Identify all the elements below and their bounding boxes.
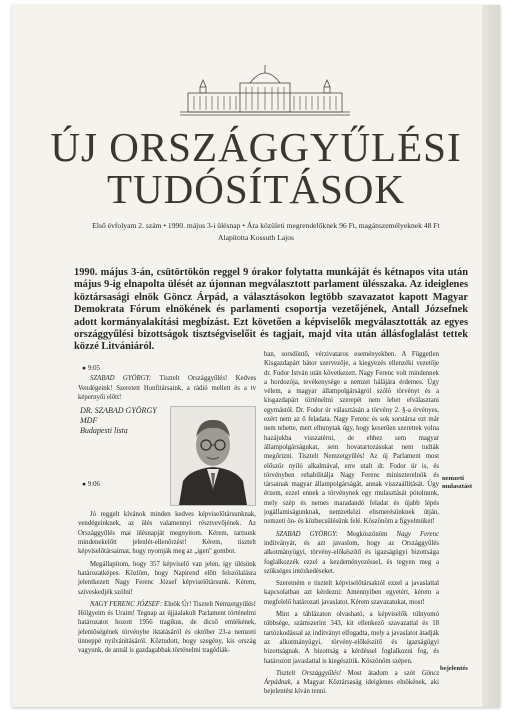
person-name: Göncz Árpádnak — [264, 669, 439, 687]
founder-line: Alapította Kossuth Lajos — [218, 233, 294, 242]
portrait-illustration — [171, 407, 255, 505]
paragraph: Jó reggelt kívánok minden kedves képviselőtársunknak, vendégeinknek, az ülés valamennyi résztvevőjének. Az Országgyűlés mai ülésnapját megnyitom. Kérem, tartsunk mindenekelőtt jelenlét-ellenőrzést! Kérem, tisztelt képviselőtársaimat, hogy nyomják meg az „igen" gombot. — [78, 511, 256, 556]
margin-note: bejelentés — [440, 665, 468, 672]
page-edge-shadow — [482, 5, 500, 707]
speech-text: , a Magyar Köztársaság ideiglenes elnökének, aki bejelentést kíván tenni. — [264, 679, 439, 696]
masthead-title-line2: TUDÓSÍTÁSOK — [107, 166, 405, 212]
speaker-block — [78, 406, 256, 510]
byline-party: MDF — [80, 416, 98, 426]
margin-note: nemzeti mulasztást — [442, 475, 473, 490]
paragraph: Megállapítom, hogy 357 képviselő van jelen, így ülésünk határozatképes. Közlöm, hogy Napirend előtt felszólalásra jelentkezett Nagy Ferenc József képviselőtársunk. Kérem, szíveskedjék szólni! — [78, 560, 256, 596]
speaker-name: NAGY FERENC JÓZSEF: — [90, 600, 163, 608]
left-column — [78, 360, 256, 659]
speech-text: Tisztelt Országgyűlés! Kedves Vendégeink! Szeretett Honfitársaink, a rádió mellett és a tv képernyői előtt! — [78, 375, 256, 401]
byline-name: DR. SZABAD GYÖRGY — [80, 406, 157, 416]
masthead-title-line1: ÚJ ORSZÁGGYŰLÉSI — [50, 124, 462, 170]
right-column — [264, 350, 439, 700]
byline-list: Budapesti lista — [80, 426, 128, 436]
paragraph — [264, 530, 439, 576]
timestamp: ● 9:06 — [82, 481, 100, 489]
paragraph — [78, 374, 256, 402]
speaker-name: SZABAD GYÖRGY: — [276, 530, 338, 538]
paragraph — [78, 600, 256, 656]
newspaper-page — [12, 5, 500, 707]
paragraph: Mint a táblázaton olvasható, a képviselők túlnyomó többsége, számszerint 343, kit ellenkező szavazattal és 18 tartózkodással az indítványt elfogadta, mely a javaslatot átadják az alkotmányügyi, törvény-előkészítő és igazságügyi bizottságnak. A bizottság a kérdéssel foglalkozni fog, és határozott javaslattal is kiegészítik. Köszönöm szépen. — [264, 611, 439, 665]
speaker-name: SZABAD GYÖRGY: — [90, 375, 152, 383]
speech-text: Elnök Úr! Tisztelt Nemzetgyűlés! Hölgyeim és Uraim! Tegnap az újjáalakult Parlament történelmi határozatot hozott 1956 tragikus, de dicső emlékének, jelentőségének törvénybe iktatásáról és október 23-a nemzeti ünneppé nyilvánításáról. Köztudott, hogy szegény, kis ország vagyunk, de annál is gazdagabbak történelmi tragédiák- — [78, 600, 256, 655]
speech-text: indítványát, és azt javaslom, hogy az Országgyűlés alkotmányügyi, törvény-előkészítő és igazságügyi bizottsága foglalkozzék ezzel a kezdeményezéssel, és tegyen meg a szükséges intézkedéseket. — [264, 539, 439, 575]
paragraph — [264, 669, 439, 697]
person-name: Nagy Ferenc — [396, 530, 439, 538]
speech-text: Most átadom a szót — [341, 669, 422, 677]
lead-paragraph: 1990. május 3-án, csütörtökön reggel 9 órakor folytatta munkáját és kétnapos vita után május 9-ig elnapolta ülését az újonnan megválasztott parlament ülésszaka. Az ideiglenes köztársasági elnök Göncz Árpád, a választásokon legtöbb szavazatot kapott Magyar Demokrata Fórum elnökének és parlamenti csoportja vezetőjének, Antall Józsefnek adott kormányalakítási megbízást. Ezt követően a képviselők megválasztották az egyes országgyűlési bizottságok tisztségviselőit és tagjait, majd vita után állásfoglalást tettek közzé Litvániáról. — [74, 267, 468, 353]
speaker-name: Tisztelt Országgyűlés! — [276, 669, 342, 677]
issue-info-line: Első évfolyam 2. szám • 1990. május 3-i ülésnap • Ára közületi megrendelőknek 96 Ft, magánszemélyeknek 48 Ft — [92, 221, 440, 230]
timestamp: ● 9:05 — [82, 365, 100, 372]
paragraph: ban, sorsdöntő, vérzivataros eseményekben. A Független Kisgazdapárt bátor szervezője, a kiegyezés ellenzéki vezetője dr. Fodor István után következett. Nagy Ferenc volt mindennek a hordozója, tevékenysége a nemzet hálájára érdemes. Úgy vélem, a magyar állampolgárságról szóló törvényt és a kisgazdapárt történelmi szerepét nem lehet elválasztani egymástól. Dr. Fodor úr választásán a törvény 2. §-a érvényes, ezért nem az ő feladata. Nagy Ferenc és sok sorstársa ezt már nem tehette, mert elhunytak úgy, hogy keserűen szerettek volna hazájukba visszatérni, de ehhez sem magyar állampolgárságukat, sem hovatartozásukat nem tudták megőrizni. Tisztelt Nemzetgyűlés! Az új Parlament most először nyíló alkalmával, erre utalt dr. Fodor úr is, és törvényben rehabilitálja Nagy Ferenc miniszterelnök és társainak magyar állampolgárságát, annak visszaállítását. Úgy érzem, ezzel ennek a törvénynek egy mulasztását pótolnunk, mely szép és nemes maradandó feladat és újabb lépés jogállamiságunknak, nemzetközi elismerésünknek útján, nemzeti ön- és közbecsülésünk felé. Köszönöm a figyelmüket! — [264, 351, 439, 526]
speech-text: Megköszönöm — [337, 530, 397, 538]
paragraph: Szeretném e tisztelt képviselőtársaktól ezzel a javaslattal kapcsolatban azt kérdezni: Amennyiben egyetért, kérem a megfelelő határozati javaslatot. Kérem szavazatukat, most! — [264, 580, 439, 606]
parliament-building-icon — [180, 65, 350, 117]
portrait-photo — [170, 406, 256, 506]
